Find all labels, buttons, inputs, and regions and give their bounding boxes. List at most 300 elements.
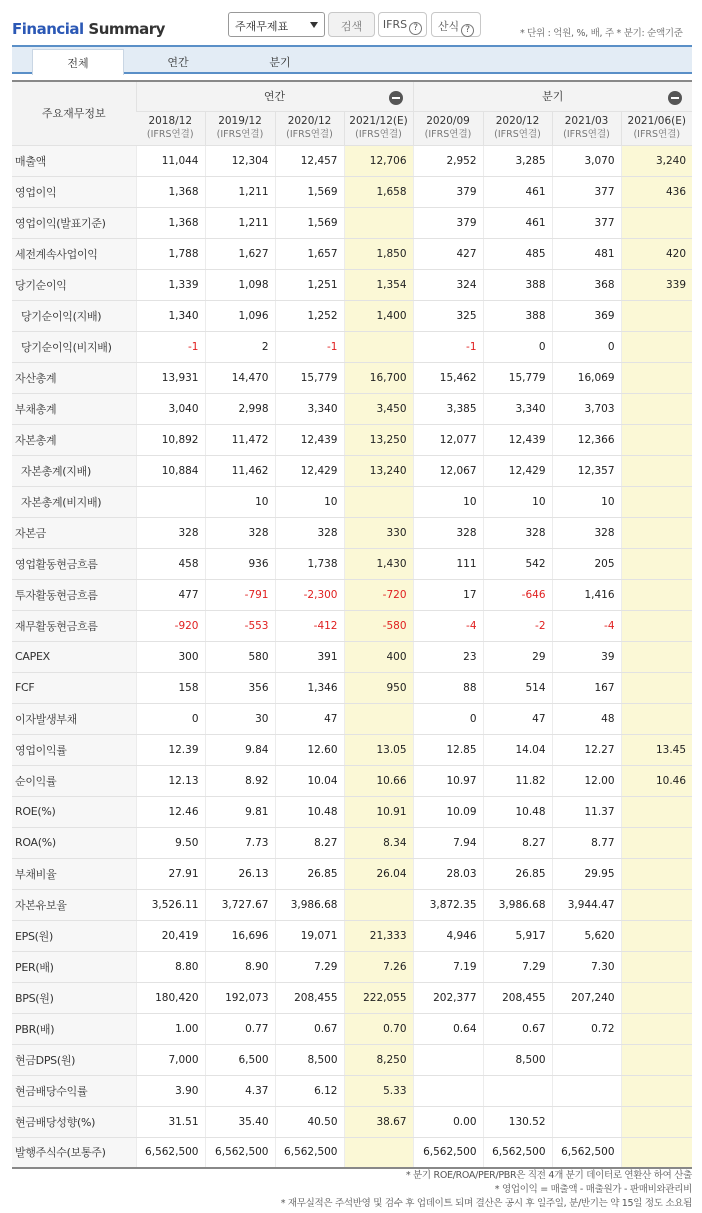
financial-summary-table	[12, 80, 692, 1169]
table-cell: 10,892	[136, 424, 205, 455]
table-cell: 1,211	[205, 176, 275, 207]
table-cell: 1,211	[205, 207, 275, 238]
row-label: 자본총계(지배)	[12, 455, 136, 486]
table-cell: 3,340	[275, 393, 344, 424]
row-label: EPS(원)	[12, 920, 136, 951]
table-cell: 391	[275, 641, 344, 672]
table-cell: 4,946	[413, 920, 483, 951]
table-cell: 436	[621, 176, 692, 207]
table-cell: 13,240	[344, 455, 413, 486]
table-cell: 10.91	[344, 796, 413, 827]
question-icon: ?	[409, 22, 422, 35]
table-cell: 10	[205, 486, 275, 517]
table-cell: 205	[552, 548, 621, 579]
period-label: 2020/09	[426, 115, 470, 127]
table-cell: 0.64	[413, 1013, 483, 1044]
table-row	[12, 827, 692, 858]
period-label: 2021/06(E)	[627, 115, 686, 127]
table-cell: 328	[275, 517, 344, 548]
table-cell: 12,706	[344, 145, 413, 176]
table-cell: 12.60	[275, 734, 344, 765]
table-cell: 11.37	[552, 796, 621, 827]
table-cell	[621, 548, 692, 579]
table-cell: 1,738	[275, 548, 344, 579]
table-cell: 1,368	[136, 176, 205, 207]
chevron-down-icon	[310, 22, 318, 28]
table-cell: 12.39	[136, 734, 205, 765]
table-cell	[621, 1044, 692, 1075]
period-header	[413, 111, 483, 145]
quarter-group-label: 분기	[542, 90, 564, 104]
table-cell: 10	[483, 486, 552, 517]
table-cell: 7.94	[413, 827, 483, 858]
table-cell: 7.29	[275, 951, 344, 982]
table-cell: 0.67	[483, 1013, 552, 1044]
table-cell: 10.66	[344, 765, 413, 796]
table-cell: 6.12	[275, 1075, 344, 1106]
table-cell: 1,658	[344, 176, 413, 207]
table-cell	[621, 207, 692, 238]
row-label: 부채비율	[12, 858, 136, 889]
table-cell: 328	[413, 517, 483, 548]
table-cell: 3.90	[136, 1075, 205, 1106]
table-cell: 400	[344, 641, 413, 672]
table-cell: 13.45	[621, 734, 692, 765]
row-label: 영업이익(발표기준)	[12, 207, 136, 238]
table-row	[12, 300, 692, 331]
table-cell: 3,070	[552, 145, 621, 176]
table-cell: 377	[552, 207, 621, 238]
table-cell	[621, 579, 692, 610]
table-cell: 111	[413, 548, 483, 579]
table-row	[12, 362, 692, 393]
table-cell: 6,500	[205, 1044, 275, 1075]
period-sub-label: (IFRS연결)	[563, 129, 610, 140]
table-cell: -580	[344, 610, 413, 641]
table-cell: 39	[552, 641, 621, 672]
title-financial: Financial	[12, 20, 84, 38]
table-cell: 14,470	[205, 362, 275, 393]
period-header	[552, 111, 621, 145]
table-cell: 3,240	[621, 145, 692, 176]
table-cell: 208,455	[483, 982, 552, 1013]
table-cell: 542	[483, 548, 552, 579]
row-label: ROA(%)	[12, 827, 136, 858]
period-label: 2018/12	[148, 115, 193, 127]
table-cell: 7.19	[413, 951, 483, 982]
table-cell: 130.52	[483, 1106, 552, 1137]
table-cell: 485	[483, 238, 552, 269]
table-cell	[621, 486, 692, 517]
table-cell: 15,779	[483, 362, 552, 393]
period-sub-label: (IFRS연결)	[494, 129, 541, 140]
table-cell: 8.90	[205, 951, 275, 982]
table-cell: 7.29	[483, 951, 552, 982]
formula-help-button[interactable]	[431, 12, 481, 37]
table-cell	[621, 641, 692, 672]
table-row	[12, 393, 692, 424]
row-label: 당기순이익(비지배)	[12, 331, 136, 362]
table-row	[12, 703, 692, 734]
table-cell: 26.85	[483, 858, 552, 889]
row-label: 영업활동현금흐름	[12, 548, 136, 579]
table-cell: 20,419	[136, 920, 205, 951]
table-cell: 300	[136, 641, 205, 672]
table-cell: 12,439	[483, 424, 552, 455]
table-row	[12, 424, 692, 455]
table-cell: 580	[205, 641, 275, 672]
table-cell: 6,562,500	[413, 1137, 483, 1168]
table-cell: 420	[621, 238, 692, 269]
table-cell	[621, 424, 692, 455]
table-cell	[621, 455, 692, 486]
table-cell: 27.91	[136, 858, 205, 889]
tab-quarter[interactable]	[234, 49, 326, 74]
table-cell: 12.00	[552, 765, 621, 796]
table-cell: 31.51	[136, 1106, 205, 1137]
table-cell: 328	[552, 517, 621, 548]
table-cell: 379	[413, 207, 483, 238]
table-cell: 23	[413, 641, 483, 672]
table-cell: 48	[552, 703, 621, 734]
row-label: 현금배당수익률	[12, 1075, 136, 1106]
table-cell: 325	[413, 300, 483, 331]
table-row	[12, 765, 692, 796]
table-row	[12, 238, 692, 269]
tab-all[interactable]	[32, 49, 124, 75]
row-label: 현금DPS(원)	[12, 1044, 136, 1075]
table-body	[12, 145, 692, 1168]
table-cell	[413, 1044, 483, 1075]
table-cell: 12,067	[413, 455, 483, 486]
table-cell	[552, 1044, 621, 1075]
table-cell: 35.40	[205, 1106, 275, 1137]
table-cell: -4	[552, 610, 621, 641]
table-cell: 12,457	[275, 145, 344, 176]
row-label: 자산총계	[12, 362, 136, 393]
table-cell: 16,696	[205, 920, 275, 951]
table-cell: 10	[413, 486, 483, 517]
table-cell: 10.48	[483, 796, 552, 827]
table-cell: 477	[136, 579, 205, 610]
table-cell: 3,727.67	[205, 889, 275, 920]
table-row	[12, 951, 692, 982]
table-cell: 0.72	[552, 1013, 621, 1044]
table-cell: 1,788	[136, 238, 205, 269]
table-cell: 1,657	[275, 238, 344, 269]
period-label: 2020/12	[287, 115, 332, 127]
corner-label: 주요재무정보	[12, 82, 136, 145]
ifrs-help-button[interactable]	[378, 12, 427, 37]
table-cell: 38.67	[344, 1106, 413, 1137]
table-cell: 377	[552, 176, 621, 207]
table-row	[12, 982, 692, 1013]
table-cell: 10.04	[275, 765, 344, 796]
table-cell: 0	[552, 331, 621, 362]
table-cell: 3,986.68	[483, 889, 552, 920]
table-cell: 1,339	[136, 269, 205, 300]
row-label: 자본금	[12, 517, 136, 548]
table-cell: 3,872.35	[413, 889, 483, 920]
table-cell: 324	[413, 269, 483, 300]
table-cell: 12.85	[413, 734, 483, 765]
table-cell	[621, 920, 692, 951]
row-label: 투자활동현금흐름	[12, 579, 136, 610]
table-cell: 8.27	[275, 827, 344, 858]
table-cell: 3,285	[483, 145, 552, 176]
table-row	[12, 672, 692, 703]
table-row	[12, 920, 692, 951]
table-cell: 0	[136, 703, 205, 734]
period-sub-label: (IFRS연결)	[424, 129, 472, 140]
table-cell: 0.00	[413, 1106, 483, 1137]
table-row	[12, 889, 692, 920]
table-cell	[621, 703, 692, 734]
table-cell: 3,385	[413, 393, 483, 424]
table-cell: 207,240	[552, 982, 621, 1013]
table-cell: 12,429	[275, 455, 344, 486]
table-cell: -553	[205, 610, 275, 641]
row-label: PER(배)	[12, 951, 136, 982]
period-label: 2019/12	[218, 115, 262, 127]
table-cell	[621, 951, 692, 982]
table-cell: 47	[275, 703, 344, 734]
table-row	[12, 610, 692, 641]
table-cell	[621, 982, 692, 1013]
table-cell: 180,420	[136, 982, 205, 1013]
footnote: * 영업이익 = 매출액 - 매출원가 - 판매비와관리비	[494, 1184, 692, 1195]
row-label: 부채총계	[12, 393, 136, 424]
row-label: FCF	[12, 672, 136, 703]
table-cell: 1,627	[205, 238, 275, 269]
table-cell: 1,354	[344, 269, 413, 300]
table-cell: 12,429	[483, 455, 552, 486]
table-cell: 12.46	[136, 796, 205, 827]
footnote: * 분기 ROE/ROA/PER/PBR은 직전 4개 분기 데이터로 연환산 하여 산출	[405, 1170, 692, 1181]
row-label: 당기순이익(지배)	[12, 300, 136, 331]
table-cell: 1,096	[205, 300, 275, 331]
period-label: 2020/12	[495, 115, 540, 127]
table-cell	[621, 300, 692, 331]
period-sub-label: (IFRS연결)	[355, 129, 402, 140]
table-cell: 6,562,500	[205, 1137, 275, 1168]
period-header	[275, 111, 344, 145]
row-label: ROE(%)	[12, 796, 136, 827]
table-cell: 47	[483, 703, 552, 734]
table-cell: 158	[136, 672, 205, 703]
table-cell: -2,300	[275, 579, 344, 610]
table-cell	[483, 1075, 552, 1106]
tab-annual[interactable]	[132, 49, 224, 74]
table-cell: 9.84	[205, 734, 275, 765]
table-cell: 1,569	[275, 176, 344, 207]
table-cell: 1,251	[275, 269, 344, 300]
table-cell	[621, 610, 692, 641]
table-cell: 3,703	[552, 393, 621, 424]
period-header	[344, 111, 413, 145]
search-button-label: 검색	[340, 20, 363, 33]
row-label: PBR(배)	[12, 1013, 136, 1044]
table-cell: 21,333	[344, 920, 413, 951]
table-cell: 19,071	[275, 920, 344, 951]
table-cell: 7.30	[552, 951, 621, 982]
table-cell	[621, 796, 692, 827]
table-cell: -720	[344, 579, 413, 610]
table-cell: 3,526.11	[136, 889, 205, 920]
table-cell: 26.13	[205, 858, 275, 889]
search-button[interactable]	[328, 12, 375, 37]
table-cell: 1,340	[136, 300, 205, 331]
table-cell: -1	[136, 331, 205, 362]
table-cell: 5,620	[552, 920, 621, 951]
table-cell: 388	[483, 269, 552, 300]
table-row	[12, 641, 692, 672]
row-label: BPS(원)	[12, 982, 136, 1013]
table-cell: 1,850	[344, 238, 413, 269]
table-row	[12, 1106, 692, 1137]
table-row	[12, 858, 692, 889]
ifrs-button-label: IFRS	[382, 18, 408, 31]
table-cell: 936	[205, 548, 275, 579]
collapse-annual-icon[interactable]	[389, 91, 403, 105]
table-cell: 3,986.68	[275, 889, 344, 920]
table-cell: 8.34	[344, 827, 413, 858]
table-cell: 0.67	[275, 1013, 344, 1044]
row-label: 순이익률	[12, 765, 136, 796]
table-cell: 2	[205, 331, 275, 362]
table-cell: 6,562,500	[483, 1137, 552, 1168]
table-cell: 514	[483, 672, 552, 703]
table-cell: 3,944.47	[552, 889, 621, 920]
table-cell: 2,952	[413, 145, 483, 176]
tab-annual-label: 연간	[167, 56, 189, 69]
table-cell: 0.70	[344, 1013, 413, 1044]
table-cell: 328	[136, 517, 205, 548]
tab-quarter-label: 분기	[269, 56, 291, 69]
table-cell: 10	[552, 486, 621, 517]
table-row	[12, 1044, 692, 1075]
table-cell: 1,368	[136, 207, 205, 238]
table-cell: 10	[275, 486, 344, 517]
table-cell: 13.05	[344, 734, 413, 765]
table-cell: 14.04	[483, 734, 552, 765]
page-title	[12, 20, 165, 38]
row-label: 세전계속사업이익	[12, 238, 136, 269]
row-label: 재무활동현금흐름	[12, 610, 136, 641]
table-row	[12, 517, 692, 548]
table-cell: 11,462	[205, 455, 275, 486]
table-cell: 11,044	[136, 145, 205, 176]
period-sub-label: (IFRS연결)	[216, 129, 264, 140]
table-cell: 3,340	[483, 393, 552, 424]
table-cell: 11,472	[205, 424, 275, 455]
table-cell	[552, 1075, 621, 1106]
table-cell	[621, 672, 692, 703]
question-icon: ?	[461, 24, 474, 37]
table-cell: 369	[552, 300, 621, 331]
table-cell: 6,562,500	[552, 1137, 621, 1168]
table-cell	[344, 889, 413, 920]
table-row	[12, 796, 692, 827]
collapse-quarter-icon[interactable]	[668, 91, 682, 105]
annual-group-label: 연간	[263, 90, 286, 104]
table-cell: 6,562,500	[136, 1137, 205, 1168]
table-cell	[621, 1075, 692, 1106]
row-label: 매출액	[12, 145, 136, 176]
table-cell: 1,400	[344, 300, 413, 331]
table-cell: 8,500	[483, 1044, 552, 1075]
table-cell: -646	[483, 579, 552, 610]
table-row	[12, 269, 692, 300]
footnote: * 재무실적은 주석반영 및 검수 후 업데이트 되며 결산은 공시 후 일주일, 분/반기는 약 15일 정도 소요됨	[280, 1198, 692, 1209]
table-row	[12, 1013, 692, 1044]
table-cell: -920	[136, 610, 205, 641]
table-cell	[621, 827, 692, 858]
table-cell: 10,884	[136, 455, 205, 486]
table-cell: 208,455	[275, 982, 344, 1013]
table-cell: 7.26	[344, 951, 413, 982]
table-cell: 29.95	[552, 858, 621, 889]
table-cell: 12,077	[413, 424, 483, 455]
tab-all-label: 전체	[67, 57, 89, 70]
table-cell	[621, 1013, 692, 1044]
row-label: 현금배당성향(%)	[12, 1106, 136, 1137]
row-label: 발행주식수(보통주)	[12, 1137, 136, 1168]
table-cell	[621, 1106, 692, 1137]
period-sub-label: (IFRS연결)	[146, 129, 194, 140]
statement-type-select[interactable]	[228, 12, 325, 37]
period-tabs	[12, 45, 692, 74]
table-cell: 0	[413, 703, 483, 734]
table-cell: 12,357	[552, 455, 621, 486]
table-cell: 40.50	[275, 1106, 344, 1137]
table-cell: 5,917	[483, 920, 552, 951]
table-cell: 3,040	[136, 393, 205, 424]
table-cell	[621, 1137, 692, 1168]
table-cell: -1	[275, 331, 344, 362]
table-cell: 12.27	[552, 734, 621, 765]
table-cell: 8.92	[205, 765, 275, 796]
table-cell: 7.73	[205, 827, 275, 858]
table-cell	[552, 1106, 621, 1137]
table-cell: 368	[552, 269, 621, 300]
table-cell: 328	[205, 517, 275, 548]
period-header	[621, 111, 692, 145]
row-label: 이자발생부채	[12, 703, 136, 734]
table-row	[12, 1075, 692, 1106]
unit-note: * 단위 : 억원, %, 배, 주 * 분기: 순액기준	[520, 28, 683, 39]
table-cell: 16,069	[552, 362, 621, 393]
table-cell	[344, 486, 413, 517]
table-cell: 29	[483, 641, 552, 672]
period-header	[483, 111, 552, 145]
table-cell: 950	[344, 672, 413, 703]
table-cell	[621, 331, 692, 362]
table-cell: 1,569	[275, 207, 344, 238]
table-cell: 222,055	[344, 982, 413, 1013]
table-cell: 15,779	[275, 362, 344, 393]
table-cell	[413, 1075, 483, 1106]
table-cell: 1,430	[344, 548, 413, 579]
table-cell: 10.48	[275, 796, 344, 827]
table-cell	[344, 1137, 413, 1168]
table-cell: 202,377	[413, 982, 483, 1013]
top-bar	[0, 0, 702, 46]
table-cell: 0.77	[205, 1013, 275, 1044]
row-label: CAPEX	[12, 641, 136, 672]
table-cell	[344, 703, 413, 734]
period-sub-label: (IFRS연결)	[286, 129, 333, 140]
